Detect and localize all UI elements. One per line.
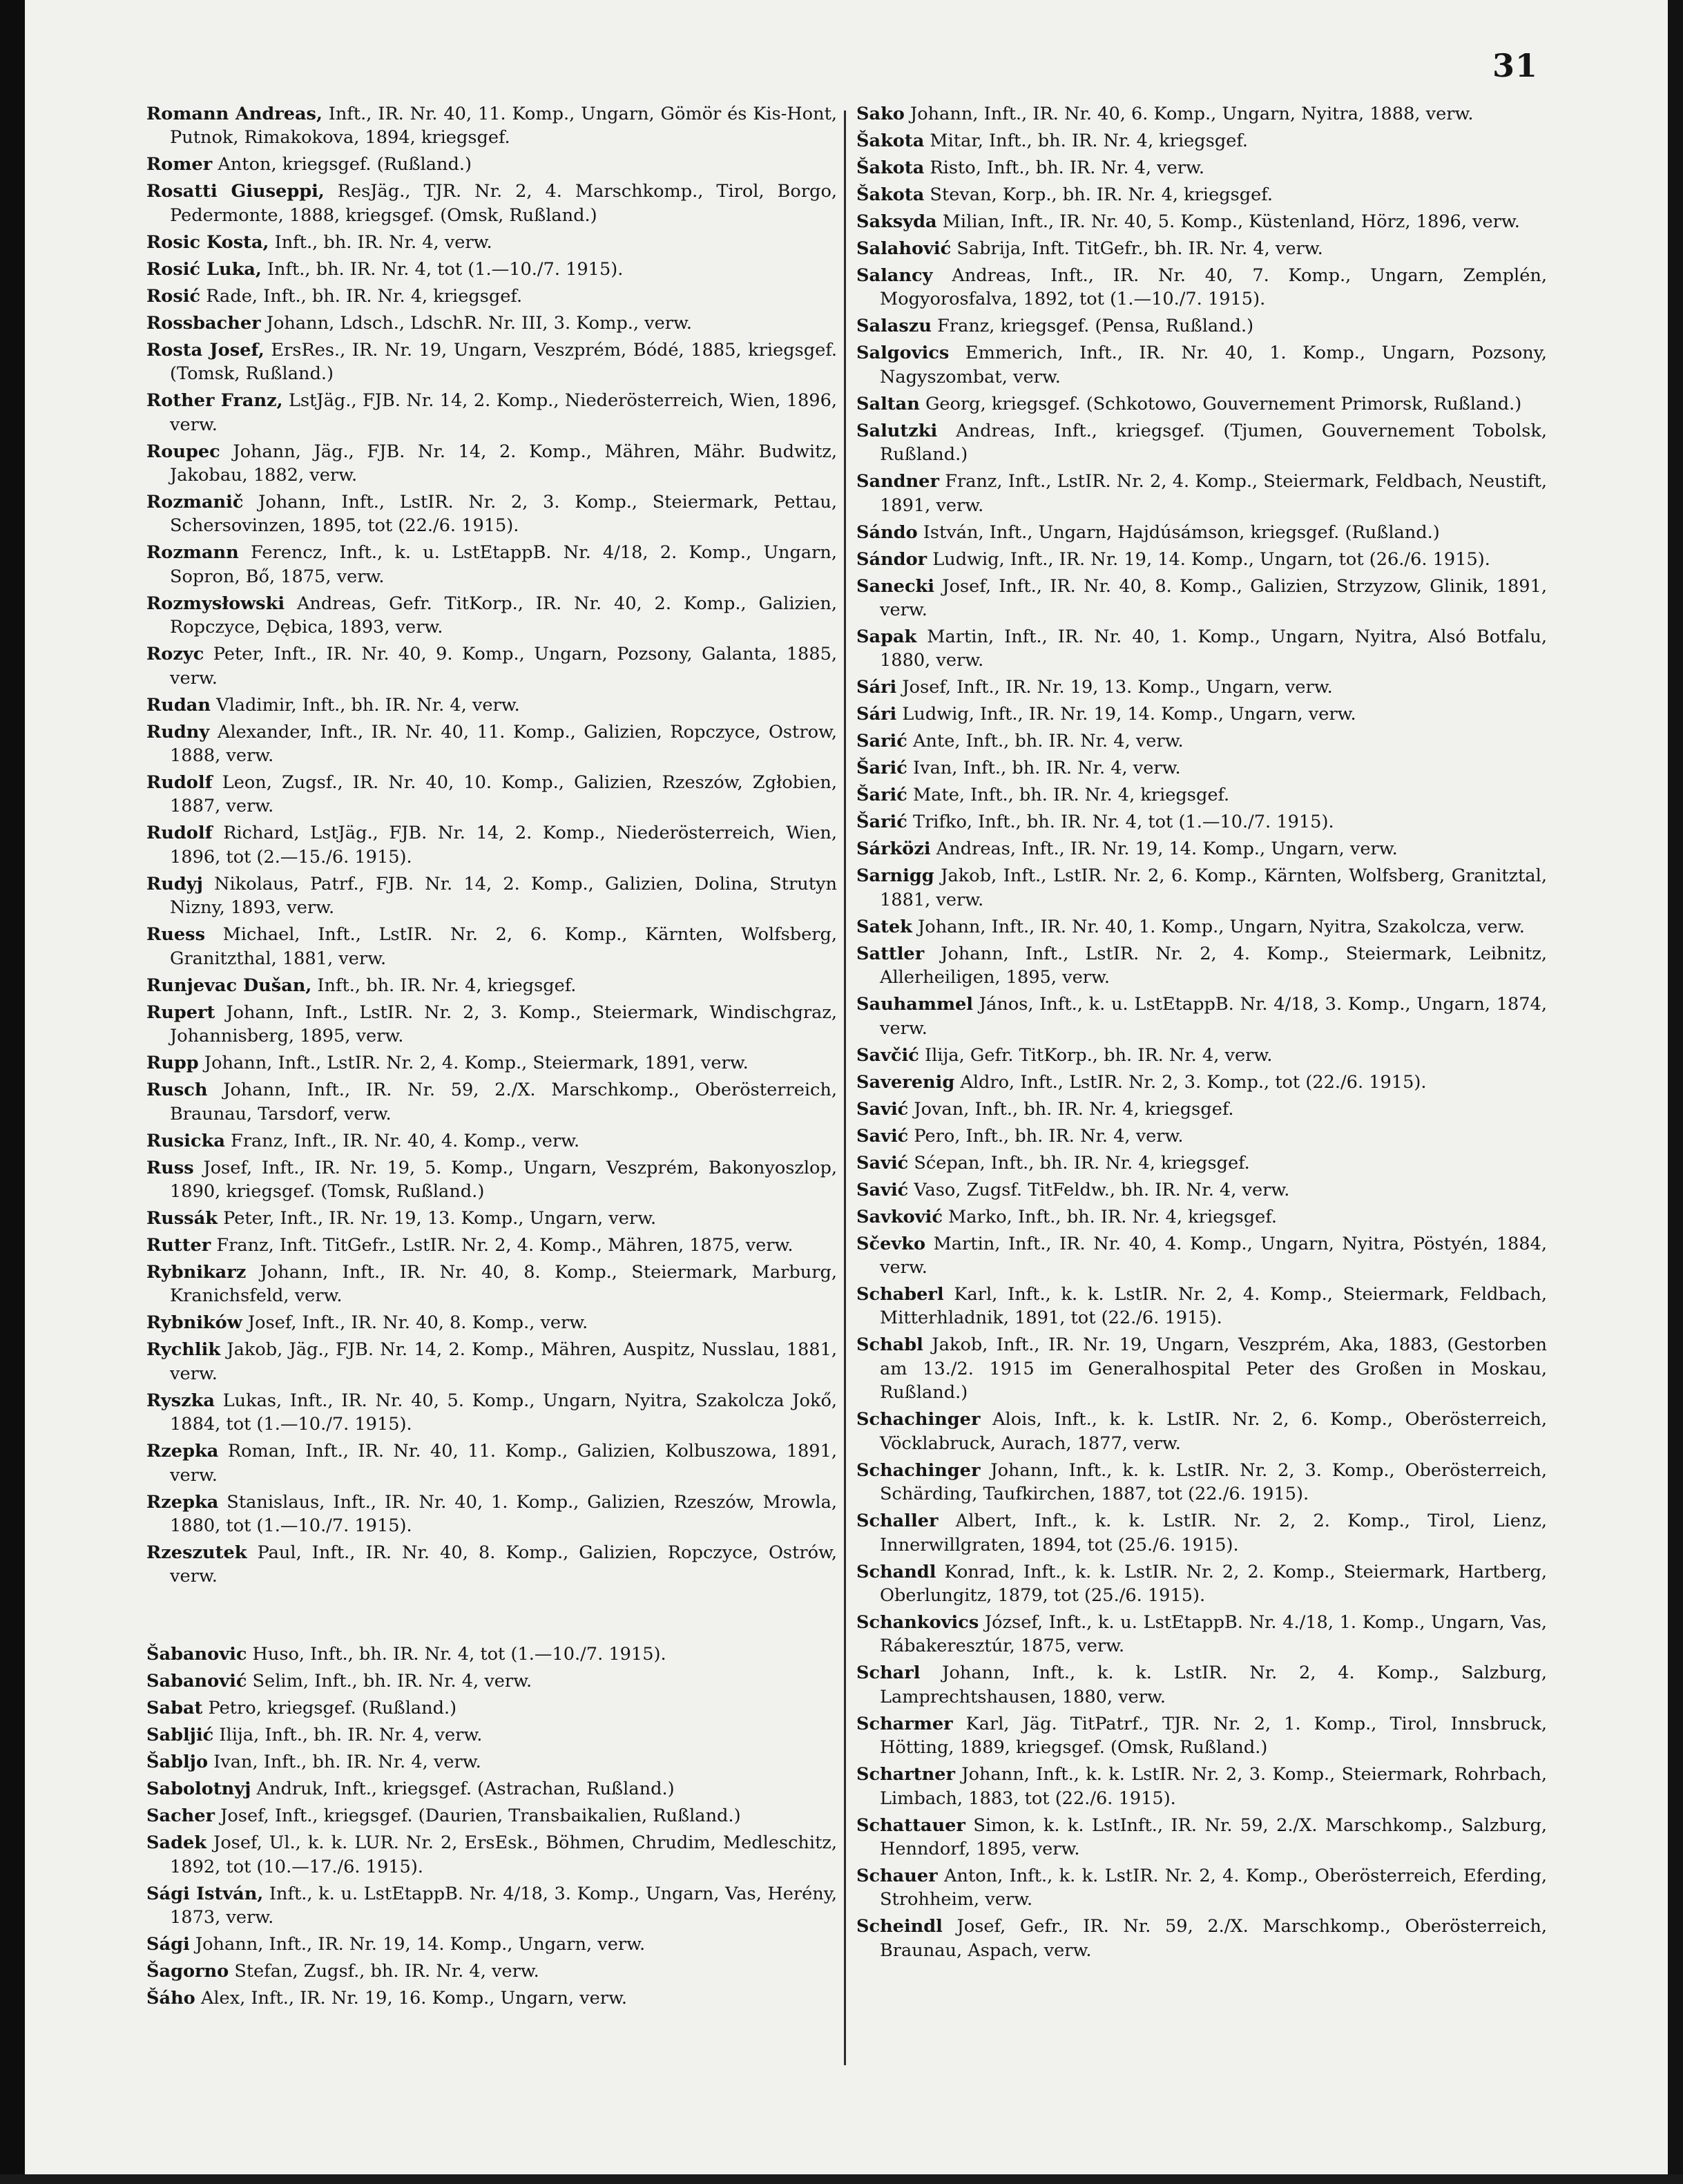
entry-surname: Romer xyxy=(146,154,213,175)
entry-details: Alexander, Inft., IR. Nr. 40, 11. Komp., Galizien, Ropczyce, Ostrow, 1888, verw. xyxy=(170,721,837,767)
entry-details: Johann, Inft., LstIR. Nr. 2, 4. Komp., Steiermark, Leibnitz, Allerheiligen, 1895, verw. xyxy=(880,943,1547,988)
entry-details: József, Inft., k. u. LstEtappB. Nr. 4./18, 1. Komp., Ungarn, Vas, Rábakeresztúr, 1875, verw. xyxy=(880,1611,1547,1657)
entry-surname: Šakota xyxy=(856,157,925,178)
entry-details: Anton, kriegsgef. (Rußland.) xyxy=(212,154,472,175)
entry-details: Josef, Inft., kriegsgef. (Daurien, Transbaikalien, Rußland.) xyxy=(215,1805,741,1827)
list-item xyxy=(146,1933,837,1956)
list-item xyxy=(146,1986,837,2010)
entry-surname: Schachinger xyxy=(856,1459,981,1481)
entry-details: Johann, Inft., LstIR. Nr. 2, 3. Komp., Steiermark, Pettau, Schersovinzen, 1895, tot (22./6. 1915). xyxy=(170,492,837,537)
list-item xyxy=(856,1408,1547,1455)
list-item xyxy=(146,102,837,150)
entry-surname: Rupert xyxy=(146,1002,215,1023)
right-column xyxy=(856,102,1547,1966)
list-item xyxy=(146,1389,837,1437)
entry-surname: Rozyc xyxy=(146,644,204,665)
list-item xyxy=(856,1459,1547,1506)
list-item xyxy=(146,1541,837,1589)
list-item xyxy=(856,915,1547,939)
entry-details: Josef, Ul., k. k. LUR. Nr. 2, ErsEsk., Böhmen, Chrudim, Medleschitz, 1892, tot (10.—17./6. 1915). xyxy=(170,1832,837,1877)
entry-surname: Šakota xyxy=(856,131,925,151)
list-item xyxy=(146,974,837,997)
entry-details: Ferencz, Inft., k. u. LstEtappB. Nr. 4/18, 2. Komp., Ungarn, Sopron, Bő, 1875, verw. xyxy=(170,542,837,587)
list-item xyxy=(856,810,1547,834)
entry-details: Alex, Inft., IR. Nr. 19, 16. Komp., Ungarn, verw. xyxy=(195,1988,628,2009)
entry-details: Josef, Inft., IR. Nr. 19, 5. Komp., Ungarn, Veszprém, Bakonyoszlop, 1890, kriegsgef. (Tomsk, Rußland.) xyxy=(170,1157,837,1202)
entry-details: Albert, Inft., k. k. LstIR. Nr. 2, 2. Komp., Tirol, Lienz, Innerwillgraten, 1894, tot (25./6. 1915). xyxy=(880,1511,1547,1555)
entry-surname: Rosta Josef, xyxy=(146,339,265,361)
entry-details: Mate, Inft., bh. IR. Nr. 4, kriegsgef. xyxy=(907,785,1230,806)
entry-details: Franz, kriegsgef. (Pensa, Rußland.) xyxy=(931,316,1254,337)
entry-surname: Schandl xyxy=(856,1561,936,1582)
list-item xyxy=(146,1311,837,1334)
scan-edge-bottom xyxy=(0,2174,1683,2184)
entry-details: Trifko, Inft., bh. IR. Nr. 4, tot (1.—10./7. 1915). xyxy=(907,812,1334,833)
entry-details: Martin, Inft., IR. Nr. 40, 1. Komp., Ungarn, Nyitra, Alsó Botfalu, 1880, verw. xyxy=(880,626,1547,671)
list-item xyxy=(856,1661,1547,1709)
entry-surname: Sako xyxy=(856,104,905,124)
entry-surname: Rzepka xyxy=(146,1441,219,1462)
entry-surname: Sandner xyxy=(856,471,939,492)
entry-details: Ivan, Inft., bh. IR. Nr. 4, verw. xyxy=(208,1752,481,1773)
list-item xyxy=(856,548,1547,571)
entry-details: Emmerich, Inft., IR. Nr. 40, 1. Komp., Ungarn, Pozsony, Nagyszombat, verw. xyxy=(880,343,1547,387)
entry-details: Sćepan, Inft., bh. IR. Nr. 4, kriegsgef. xyxy=(908,1152,1250,1174)
entry-surname: Sárközi xyxy=(856,839,931,860)
entry-surname: Sanecki xyxy=(856,575,934,597)
entry-surname: Šagorno xyxy=(146,1961,229,1982)
list-item xyxy=(856,1611,1547,1658)
entry-surname: Sári xyxy=(856,677,897,698)
list-item xyxy=(146,338,837,386)
entry-surname: Rudolf xyxy=(146,823,213,844)
entry-details: Josef, Gefr., IR. Nr. 59, 2./X. Marschkomp., Oberösterreich, Braunau, Aspach, verw. xyxy=(880,1916,1547,1961)
list-item xyxy=(856,837,1547,861)
entry-surname: Savić xyxy=(856,1098,909,1120)
entry-surname: Saverenig xyxy=(856,1071,955,1093)
entry-details: János, Inft., k. u. LstEtappB. Nr. 4/18, 3. Komp., Ungarn, 1874, verw. xyxy=(880,994,1547,1039)
entry-details: István, Inft., Ungarn, Hajdúsámson, kriegsgef. (Rußland.) xyxy=(917,521,1440,543)
list-item xyxy=(146,1234,837,1257)
entry-details: Richard, LstJäg., FJB. Nr. 14, 2. Komp., Niederösterreich, Wien, 1896, tot (2.—15./6. 1915). xyxy=(170,823,837,868)
list-item xyxy=(146,1777,837,1801)
entry-surname: Savić xyxy=(856,1179,909,1200)
entry-details: Inft., bh. IR. Nr. 4, kriegsgef. xyxy=(311,975,577,996)
list-item xyxy=(146,821,837,869)
entry-surname: Savić xyxy=(856,1125,909,1147)
entry-details: Anton, Inft., k. k. LstIR. Nr. 2, 4. Komp., Oberösterreich, Eferding, Strohheim, verw. xyxy=(880,1865,1547,1910)
entry-details: Mitar, Inft., bh. IR. Nr. 4, kriegsgef. xyxy=(924,131,1249,151)
entry-surname: Saltan xyxy=(856,393,920,414)
entry-details: Peter, Inft., IR. Nr. 19, 13. Komp., Ungarn, verw. xyxy=(218,1207,657,1229)
entry-details: Johann, Jäg., FJB. Nr. 14, 2. Komp., Mähren, Mähr. Budwitz, Jakobau, 1882, verw. xyxy=(170,441,837,486)
entry-surname: Savić xyxy=(856,1152,909,1174)
list-item xyxy=(146,923,837,970)
entry-surname: Sauhammel xyxy=(856,994,974,1015)
entry-details: ResJäg., TJR. Nr. 2, 4. Marschkomp., Tirol, Borgo, Pedermonte, 1888, kriegsgef. (Omsk, Rußland.) xyxy=(170,181,837,226)
entry-details: Vaso, Zugsf. TitFeldw., bh. IR. Nr. 4, verw. xyxy=(908,1179,1290,1200)
entry-details: Inft., bh. IR. Nr. 4, tot (1.—10./7. 1915). xyxy=(261,258,624,280)
right-entries xyxy=(856,102,1547,1962)
entry-surname: Rossbacher xyxy=(146,312,261,334)
entry-surname: Rozmysłowski xyxy=(146,593,285,614)
list-item xyxy=(146,1491,837,1538)
entry-surname: Rudny xyxy=(146,721,210,743)
list-item xyxy=(146,1831,837,1879)
entry-surname: Sabljić xyxy=(146,1725,214,1746)
list-item xyxy=(856,1814,1547,1861)
entry-details: Karl, Inft., k. k. LstIR. Nr. 2, 4. Komp., Steiermark, Feldbach, Mitterhladnik, 1891, tot (22./6. 1915). xyxy=(880,1284,1547,1329)
list-item xyxy=(146,693,837,717)
entry-details: Andreas, Inft., IR. Nr. 40, 7. Komp., Ungarn, Zemplén, Mogyorosfalva, 1892, tot (1.—10./7. 1915). xyxy=(880,265,1547,310)
entry-details: Andreas, Inft., IR. Nr. 19, 14. Komp., Ungarn, verw. xyxy=(930,839,1398,860)
entry-details: Vladimir, Inft., bh. IR. Nr. 4, verw. xyxy=(210,694,520,716)
entry-surname: Scheindl xyxy=(856,1916,943,1937)
list-item xyxy=(856,264,1547,312)
entry-details: Martin, Inft., IR. Nr. 40, 4. Komp., Ungarn, Nyitra, Pöstyén, 1884, verw. xyxy=(880,1233,1547,1278)
entry-details: Jakob, Inft., IR. Nr. 19, Ungarn, Veszprém, Aka, 1883, (Gestorben am 13./2. 1915 im Generalhospital Peter des Großen in Moskau, Rußland.) xyxy=(880,1334,1547,1404)
entry-details: Ludwig, Inft., IR. Nr. 19, 14. Komp., Ungarn, verw. xyxy=(896,704,1356,725)
entry-surname: Rutter xyxy=(146,1234,211,1256)
list-item xyxy=(146,872,837,920)
entry-details: Johann, Inft., IR. Nr. 59, 2./X. Marschkomp., Oberösterreich, Braunau, Tarsdorf, verw. xyxy=(170,1080,837,1124)
list-item xyxy=(856,1333,1547,1404)
list-item xyxy=(856,783,1547,807)
entry-details: Nikolaus, Patrf., FJB. Nr. 14, 2. Komp., Galizien, Dolina, Strutyn Nizny, 1893, verw. xyxy=(170,873,837,919)
entry-details: Marko, Inft., bh. IR. Nr. 4, kriegsgef. xyxy=(942,1206,1277,1227)
list-item xyxy=(856,341,1547,389)
entry-surname: Sági xyxy=(146,1934,190,1955)
entry-surname: Rosic Kosta, xyxy=(146,231,269,253)
section-gap xyxy=(146,1591,837,1642)
entry-surname: Schankovics xyxy=(856,1611,979,1633)
list-item xyxy=(856,1124,1547,1148)
entry-surname: Salahović xyxy=(856,238,952,259)
entry-details: Franz, Inft., IR. Nr. 40, 4. Komp., verw. xyxy=(224,1130,580,1151)
entry-details: Josef, Inft., IR. Nr. 19, 13. Komp., Ungarn, verw. xyxy=(896,677,1333,698)
entry-surname: Sári xyxy=(856,704,897,725)
entry-surname: Sági István, xyxy=(146,1883,264,1904)
entry-surname: Saksyda xyxy=(856,211,937,232)
entry-surname: Rusicka xyxy=(146,1130,225,1151)
list-item xyxy=(856,210,1547,233)
list-item xyxy=(856,1098,1547,1121)
entry-surname: Romann Andreas, xyxy=(146,104,323,124)
list-item xyxy=(856,129,1547,153)
list-item xyxy=(146,1207,837,1230)
entry-surname: Russ xyxy=(146,1157,194,1178)
entry-details: Risto, Inft., bh. IR. Nr. 4, verw. xyxy=(924,157,1205,178)
entry-surname: Schartner xyxy=(856,1764,955,1785)
list-item xyxy=(856,392,1547,416)
scan-edge-left xyxy=(0,0,25,2184)
entry-surname: Rudan xyxy=(146,694,211,716)
left-entries-r xyxy=(146,102,837,1589)
entry-details: Aldro, Inft., LstIR. Nr. 2, 3. Komp., tot (22./6. 1915). xyxy=(954,1071,1427,1093)
entry-surname: Scharl xyxy=(856,1663,921,1684)
entry-surname: Rybników xyxy=(146,1312,242,1334)
entry-details: Jakob, Inft., LstIR. Nr. 2, 6. Komp., Kärnten, Wolfsberg, Granitztal, 1881, verw. xyxy=(880,865,1547,910)
list-item xyxy=(856,1509,1547,1557)
list-item xyxy=(146,231,837,254)
entry-surname: Rudyj xyxy=(146,873,203,894)
left-entries-s xyxy=(146,1642,837,2010)
entry-surname: Šabanovic xyxy=(146,1644,247,1665)
entry-surname: Rudolf xyxy=(146,772,213,794)
entry-details: Johann, Inft., IR. Nr. 40, 8. Komp., Steiermark, Marburg, Kranichsfeld, verw. xyxy=(170,1261,837,1307)
entry-details: Ludwig, Inft., IR. Nr. 19, 14. Komp., Ungarn, tot (26./6. 1915). xyxy=(927,548,1490,570)
entry-surname: Rychlik xyxy=(146,1339,221,1361)
list-item xyxy=(856,756,1547,780)
list-item xyxy=(146,180,837,227)
list-item xyxy=(146,1642,837,1666)
entry-surname: Russák xyxy=(146,1207,218,1229)
entry-details: Leon, Zugsf., IR. Nr. 40, 10. Komp., Galizien, Rzeszów, Zgłobien, 1887, verw. xyxy=(170,772,837,817)
entry-details: Franz, Inft., LstIR. Nr. 2, 4. Komp., Steiermark, Feldbach, Neustift, 1891, verw. xyxy=(880,471,1547,516)
entry-surname: Schaller xyxy=(856,1511,939,1532)
entry-surname: Rosić Luka, xyxy=(146,258,262,280)
list-item xyxy=(856,729,1547,753)
list-item xyxy=(856,419,1547,467)
list-item xyxy=(856,1915,1547,1962)
entry-details: Jovan, Inft., bh. IR. Nr. 4, kriegsgef. xyxy=(908,1098,1234,1120)
entry-surname: Schattauer xyxy=(856,1814,965,1836)
list-item xyxy=(146,1669,837,1693)
column-divider xyxy=(844,111,846,2065)
list-item xyxy=(856,625,1547,673)
list-item xyxy=(856,1151,1547,1175)
list-item xyxy=(856,1864,1547,1912)
list-item xyxy=(146,1750,837,1774)
entry-surname: Sarić xyxy=(856,731,907,752)
entry-details: Josef, Inft., IR. Nr. 40, 8. Komp., verw. xyxy=(242,1312,588,1334)
entry-surname: Sadek xyxy=(146,1832,206,1854)
entry-details: Johann, Inft., k. k. LstIR. Nr. 2, 4. Komp., Salzburg, Lamprechtshausen, 1880, verw. xyxy=(880,1663,1547,1707)
entry-surname: Ryszka xyxy=(146,1390,215,1411)
scan-edge-right xyxy=(1668,0,1683,2184)
entry-details: Ante, Inft., bh. IR. Nr. 4, verw. xyxy=(907,731,1184,752)
list-item xyxy=(856,1044,1547,1067)
list-item xyxy=(146,389,837,437)
entry-surname: Sabolotnyj xyxy=(146,1779,251,1800)
entry-surname: Schauer xyxy=(856,1865,938,1886)
list-item xyxy=(856,521,1547,544)
entry-surname: Sarnigg xyxy=(856,865,934,887)
entry-details: Selim, Inft., bh. IR. Nr. 4, verw. xyxy=(247,1671,532,1692)
entry-surname: Rozmann xyxy=(146,542,239,564)
entry-surname: Satek xyxy=(856,916,912,937)
entry-details: Inft., bh. IR. Nr. 4, verw. xyxy=(269,231,492,253)
left-column xyxy=(146,102,837,2013)
entry-surname: Sapak xyxy=(856,626,917,648)
list-item xyxy=(146,720,837,768)
entry-details: Johann, Inft., IR. Nr. 40, 1. Komp., Ungarn, Nyitra, Szakolcza, verw. xyxy=(912,916,1525,937)
list-item xyxy=(146,642,837,690)
list-item xyxy=(856,1283,1547,1330)
list-item xyxy=(856,237,1547,260)
list-item xyxy=(856,1712,1547,1760)
entry-surname: Sattler xyxy=(856,943,925,964)
entry-details: Simon, k. k. LstInft., IR. Nr. 59, 2./X. Marschkomp., Salzburg, Henndorf, 1895, verw. xyxy=(880,1814,1547,1859)
list-item xyxy=(146,440,837,488)
entry-surname: Savković xyxy=(856,1206,943,1227)
entry-details: Johann, Inft., k. k. LstIR. Nr. 2, 3. Komp., Oberösterreich, Schärding, Taufkirchen, 1887, tot (22./6. 1915). xyxy=(880,1459,1547,1505)
list-item xyxy=(146,312,837,335)
entry-details: LstJäg., FJB. Nr. 14, 2. Komp., Niederösterreich, Wien, 1896, verw. xyxy=(170,390,837,435)
entry-details: Andreas, Gefr. TitKorp., IR. Nr. 40, 2. Komp., Galizien, Ropczyce, Dębica, 1893, verw. xyxy=(170,593,837,638)
list-item xyxy=(856,702,1547,726)
entry-surname: Rusch xyxy=(146,1080,208,1101)
entry-surname: Rosić xyxy=(146,285,201,307)
list-item xyxy=(146,1051,837,1075)
entry-details: Paul, Inft., IR. Nr. 40, 8. Komp., Galizien, Ropczyce, Ostrów, verw. xyxy=(170,1542,837,1587)
list-item xyxy=(856,314,1547,338)
entry-surname: Sacher xyxy=(146,1805,215,1827)
entry-surname: Rupp xyxy=(146,1053,199,1074)
entry-surname: Rother Franz, xyxy=(146,390,283,412)
list-item xyxy=(856,993,1547,1040)
entry-surname: Ruess xyxy=(146,924,205,946)
list-item xyxy=(146,1723,837,1747)
entry-details: Huso, Inft., bh. IR. Nr. 4, tot (1.—10./7. 1915). xyxy=(247,1644,666,1665)
entry-surname: Sándo xyxy=(856,521,918,543)
entry-surname: Salgovics xyxy=(856,343,950,364)
entry-details: Franz, Inft. TitGefr., LstIR. Nr. 2, 4. Komp., Mähren, 1875, verw. xyxy=(211,1234,794,1256)
entry-details: Jakob, Jäg., FJB. Nr. 14, 2. Komp., Mähren, Auspitz, Nusslau, 1881, verw. xyxy=(170,1339,837,1384)
entry-surname: Schaberl xyxy=(856,1284,944,1305)
entry-details: Peter, Inft., IR. Nr. 40, 9. Komp., Ungarn, Pozsony, Galanta, 1885, verw. xyxy=(170,644,837,689)
list-item xyxy=(146,490,837,538)
list-item xyxy=(146,1338,837,1386)
list-item xyxy=(856,1205,1547,1229)
entry-details: Ivan, Inft., bh. IR. Nr. 4, verw. xyxy=(907,758,1181,779)
entry-surname: Rzeszutek xyxy=(146,1542,247,1563)
list-item xyxy=(146,285,837,308)
entry-details: Stevan, Korp., bh. IR. Nr. 4, kriegsgef. xyxy=(924,184,1273,205)
page-number: 31 xyxy=(1492,47,1538,84)
entry-surname: Salaszu xyxy=(856,316,932,337)
entry-details: Milian, Inft., IR. Nr. 40, 5. Komp., Küstenland, Hörz, 1896, verw. xyxy=(936,211,1520,232)
entry-details: Rade, Inft., bh. IR. Nr. 4, kriegsgef. xyxy=(200,285,523,307)
entry-surname: Šabljo xyxy=(146,1752,209,1773)
entry-surname: Sabat xyxy=(146,1698,203,1719)
entry-surname: Roupec xyxy=(146,441,220,462)
entry-surname: Rybnikarz xyxy=(146,1261,247,1283)
entry-surname: Scharmer xyxy=(856,1713,953,1734)
list-item xyxy=(146,1960,837,1983)
entry-surname: Šáho xyxy=(146,1988,195,2009)
entry-surname: Šarić xyxy=(856,758,907,779)
entry-details: Johann, Inft., k. k. LstIR. Nr. 2, 3. Komp., Steiermark, Rohrbach, Limbach, 1883, tot (22./6. 1915). xyxy=(880,1764,1547,1809)
list-item xyxy=(856,102,1547,126)
list-item xyxy=(856,1071,1547,1094)
entry-details: Stefan, Zugsf., bh. IR. Nr. 4, verw. xyxy=(229,1961,539,1982)
entry-surname: Salutzki xyxy=(856,420,938,441)
entry-details: Alois, Inft., k. k. LstIR. Nr. 2, 6. Komp., Oberösterreich, Vöcklabruck, Aurach, 1877, verw. xyxy=(880,1409,1547,1454)
list-item xyxy=(856,676,1547,699)
entry-details: Stanislaus, Inft., IR. Nr. 40, 1. Komp., Galizien, Rzeszów, Mrowla, 1880, tot (1.—10./7. 1915). xyxy=(170,1491,837,1536)
entry-surname: Šarić xyxy=(856,785,907,806)
entry-surname: Rzepka xyxy=(146,1491,219,1513)
entry-surname: Runjevac Dušan, xyxy=(146,975,312,996)
entry-details: Josef, Inft., IR. Nr. 40, 8. Komp., Galizien, Strzyzow, Glinik, 1891, verw. xyxy=(880,575,1547,621)
list-item xyxy=(856,864,1547,912)
entry-details: Petro, kriegsgef. (Rußland.) xyxy=(202,1698,457,1719)
list-item xyxy=(146,1882,837,1930)
list-item xyxy=(856,470,1547,517)
list-item xyxy=(146,1439,837,1487)
list-item xyxy=(856,1232,1547,1280)
list-item xyxy=(146,592,837,640)
list-item xyxy=(856,1560,1547,1608)
entry-surname: Sčevko xyxy=(856,1233,926,1254)
entry-details: Johann, Ldsch., LdschR. Nr. III, 3. Komp., verw. xyxy=(260,312,692,334)
entry-details: Johann, Inft., LstIR. Nr. 2, 3. Komp., Steiermark, Windischgraz, Johannisberg, 1895, verw. xyxy=(170,1002,837,1047)
list-item xyxy=(146,1261,837,1308)
entry-details: Roman, Inft., IR. Nr. 40, 11. Komp., Galizien, Kolbuszowa, 1891, verw. xyxy=(170,1441,837,1486)
entry-surname: Schabl xyxy=(856,1334,923,1356)
entry-surname: Šarić xyxy=(856,812,907,833)
entry-details: Ilija, Gefr. TitKorp., bh. IR. Nr. 4, verw. xyxy=(919,1044,1273,1066)
entry-surname: Schachinger xyxy=(856,1409,981,1430)
list-item xyxy=(856,942,1547,990)
entry-details: Andruk, Inft., kriegsgef. (Astrachan, Rußland.) xyxy=(251,1779,675,1800)
entry-surname: Rozmanič xyxy=(146,492,244,513)
entry-details: Inft., k. u. LstEtappB. Nr. 4/18, 3. Komp., Ungarn, Vas, Herény, 1873, verw. xyxy=(170,1883,837,1928)
list-item xyxy=(146,771,837,818)
list-item xyxy=(146,1001,837,1048)
list-item xyxy=(146,1129,837,1153)
list-item xyxy=(146,541,837,588)
list-item xyxy=(856,183,1547,207)
entry-details: Michael, Inft., LstIR. Nr. 2, 6. Komp., Kärnten, Wolfsberg, Granitzthal, 1881, verw. xyxy=(170,924,837,969)
list-item xyxy=(146,153,837,176)
entry-surname: Sándor xyxy=(856,548,927,570)
entry-details: Konrad, Inft., k. k. LstIR. Nr. 2, 2. Komp., Steiermark, Hartberg, Oberlungitz, 1879, tot (25./6. 1915). xyxy=(880,1561,1547,1606)
list-item xyxy=(146,1804,837,1828)
list-item xyxy=(146,258,837,281)
entry-details: Karl, Jäg. TitPatrf., TJR. Nr. 2, 1. Komp., Tirol, Innsbruck, Hötting, 1889, kriegsgef. (Omsk, Rußland.) xyxy=(880,1713,1547,1759)
entry-details: Johann, Inft., LstIR. Nr. 2, 4. Komp., Steiermark, 1891, verw. xyxy=(198,1053,749,1074)
list-item xyxy=(856,1763,1547,1810)
entry-details: Johann, Inft., IR. Nr. 40, 6. Komp., Ungarn, Nyitra, 1888, verw. xyxy=(904,104,1474,124)
entry-details: Sabrija, Inft. TitGefr., bh. IR. Nr. 4, verw. xyxy=(951,238,1323,259)
entry-details: Inft., IR. Nr. 40, 11. Komp., Ungarn, Gömör és Kis-Hont, Putnok, Rimakokova, 1894, kriegsgef. xyxy=(170,104,837,149)
entry-surname: Salancy xyxy=(856,265,933,286)
entry-details: Andreas, Inft., kriegsgef. (Tjumen, Gouvernement Tobolsk, Rußland.) xyxy=(880,420,1547,466)
entry-details: Pero, Inft., bh. IR. Nr. 4, verw. xyxy=(908,1125,1184,1147)
list-item xyxy=(856,156,1547,180)
entry-details: Johann, Inft., IR. Nr. 19, 14. Komp., Ungarn, verw. xyxy=(189,1934,646,1955)
entry-surname: Savčić xyxy=(856,1044,919,1066)
list-item xyxy=(146,1696,837,1720)
list-item xyxy=(146,1156,837,1204)
entry-details: Lukas, Inft., IR. Nr. 40, 5. Komp., Ungarn, Nyitra, Szakolcza Jokő, 1884, tot (1.—10./7. 1915). xyxy=(170,1390,837,1435)
list-item xyxy=(856,1178,1547,1202)
entry-surname: Šakota xyxy=(856,184,925,205)
list-item xyxy=(856,575,1547,622)
entry-details: Georg, kriegsgef. (Schkotowo, Gouvernement Primorsk, Rußland.) xyxy=(919,393,1522,414)
entry-details: ErsRes., IR. Nr. 19, Ungarn, Veszprém, Bódé, 1885, kriegsgef. (Tomsk, Rußland.) xyxy=(170,339,837,385)
entry-surname: Sabanović xyxy=(146,1671,247,1692)
list-item xyxy=(146,1078,837,1126)
entry-surname: Rosatti Giuseppi, xyxy=(146,181,325,202)
entry-details: Ilija, Inft., bh. IR. Nr. 4, verw. xyxy=(213,1725,483,1746)
